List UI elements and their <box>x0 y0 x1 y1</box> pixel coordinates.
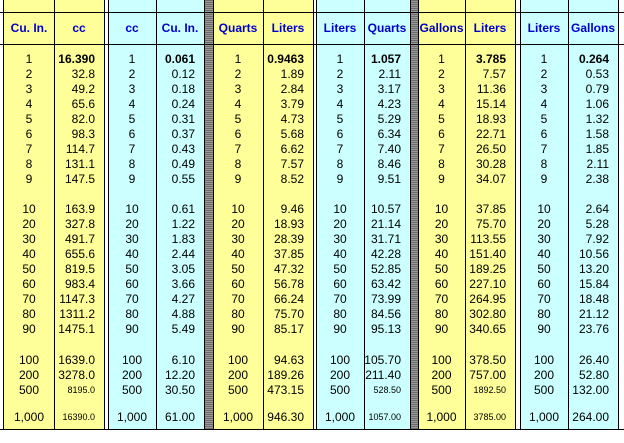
table-cell: 70 <box>125 292 139 306</box>
table-cell: 47.32 <box>273 262 304 276</box>
table-cell: 52.85 <box>370 262 401 276</box>
table-cell: 18.93 <box>273 217 304 231</box>
table-cell: 7 <box>128 142 136 156</box>
table-cell: 4 <box>336 97 344 111</box>
table-cell: 12.20 <box>164 368 195 382</box>
table-cell: 28.39 <box>273 232 304 246</box>
table-cell: 30 <box>231 232 245 246</box>
table-cell: 302.80 <box>469 307 506 321</box>
table-cell: 26.40 <box>578 353 609 367</box>
table-cell: 20 <box>537 217 551 231</box>
table-cell: 2 <box>25 67 33 81</box>
table-cell: 2.11 <box>378 67 401 81</box>
table-cell: 378.50 <box>469 353 506 367</box>
table-cell: 5 <box>234 112 242 126</box>
table-cell: 30 <box>434 232 449 246</box>
table-cell: 1.85 <box>585 142 609 156</box>
table-cell: 20 <box>434 217 449 231</box>
table-cell: 2 <box>540 67 548 81</box>
table-cell: 90 <box>434 322 449 336</box>
table-cell: 70 <box>231 292 245 306</box>
table-cell: 1,000 <box>13 410 45 424</box>
table-cell: 60 <box>22 277 36 291</box>
table-cell: 80 <box>537 307 551 321</box>
table-cell: 1.89 <box>280 67 304 81</box>
table-cell: 0.55 <box>171 172 195 186</box>
table-cell: 0.49 <box>171 157 195 171</box>
table-cell: 327.8 <box>64 217 95 231</box>
table-cell: 2.11 <box>586 157 609 171</box>
column-header: Gallons <box>570 21 615 35</box>
column-header: Liters <box>473 21 507 35</box>
table-cell: 3785.00 <box>473 412 506 422</box>
table-cell: 4.73 <box>280 112 304 126</box>
table-cell: 500 <box>431 383 452 397</box>
table-cell: 983.4 <box>64 277 95 291</box>
table-cell: 21.14 <box>370 217 401 231</box>
table-cell: 200 <box>227 368 249 382</box>
table-cell: 1147.3 <box>59 292 95 306</box>
column-header: cc <box>125 21 139 35</box>
table-cell: 70 <box>333 292 347 306</box>
table-cell: 90 <box>22 322 36 336</box>
table-cell: 2 <box>336 67 344 81</box>
table-cell: 5 <box>128 112 136 126</box>
table-cell: 80 <box>231 307 245 321</box>
column-header: Quarts <box>218 21 258 35</box>
grid-hline <box>0 44 624 45</box>
table-cell: 491.7 <box>64 232 95 246</box>
table-cell: 655.6 <box>64 247 95 261</box>
table-cell: 132.00 <box>572 383 609 397</box>
table-cell: 340.65 <box>469 322 506 336</box>
table-cell: 15.14 <box>475 97 506 111</box>
table-cell: 5.28 <box>585 217 609 231</box>
table-cell: 8 <box>128 157 136 171</box>
table-cell: 3 <box>128 82 136 96</box>
table-cell: 7 <box>438 142 445 156</box>
table-cell: 500 <box>533 383 555 397</box>
table-cell: 16390.0 <box>62 412 95 422</box>
table-cell: 1.057 <box>370 52 401 66</box>
table-cell: 473.15 <box>267 383 304 397</box>
grid-vline <box>618 0 619 443</box>
table-cell: 1.06 <box>585 97 609 111</box>
table-cell: 819.5 <box>64 262 95 276</box>
table-cell: 100 <box>121 353 143 367</box>
table-cell: 50 <box>231 262 245 276</box>
table-cell: 6 <box>234 127 242 141</box>
table-cell: 90 <box>231 322 245 336</box>
table-cell: 2 <box>438 67 445 81</box>
table-cell: 3.785 <box>475 52 506 66</box>
table-cell: 9 <box>438 172 445 186</box>
table-cell: 0.24 <box>171 97 195 111</box>
table-cell: 1057.00 <box>368 412 401 422</box>
table-cell: 151.40 <box>469 247 506 261</box>
table-cell: 100 <box>329 353 351 367</box>
table-cell: 6 <box>25 127 33 141</box>
table-cell: 37.85 <box>475 202 506 216</box>
table-cell: 0.79 <box>585 82 609 96</box>
table-cell: 200 <box>121 368 143 382</box>
table-cell: 5 <box>25 112 33 126</box>
table-cell: 82.0 <box>71 112 95 126</box>
table-cell: 42.28 <box>370 247 401 261</box>
grid-vline <box>313 0 314 443</box>
table-cell: 200 <box>329 368 351 382</box>
table-cell: 30.28 <box>475 157 506 171</box>
table-cell: 1.83 <box>171 232 195 246</box>
table-cell: 4.88 <box>171 307 195 321</box>
table-cell: 18.93 <box>475 112 506 126</box>
table-cell: 1639.0 <box>58 353 95 367</box>
table-cell: 1,000 <box>528 410 560 424</box>
table-cell: 9 <box>234 172 242 186</box>
table-cell: 189.25 <box>469 262 506 276</box>
table-cell: 5 <box>540 112 548 126</box>
table-cell: 1 <box>336 52 344 66</box>
grid-vline <box>104 0 105 443</box>
table-cell: 13.20 <box>578 262 609 276</box>
table-cell: 34.07 <box>475 172 506 186</box>
table-cell: 32.8 <box>71 67 95 81</box>
table-cell: 4 <box>540 97 548 111</box>
table-cell: 528.50 <box>373 385 401 395</box>
table-cell: 1 <box>438 52 445 66</box>
table-cell: 90 <box>333 322 347 336</box>
table-cell: 56.78 <box>273 277 304 291</box>
column-header: Liters <box>527 21 561 35</box>
table-cell: 8 <box>234 157 242 171</box>
table-cell: 50 <box>537 262 551 276</box>
table-cell: 200 <box>18 368 40 382</box>
table-cell: 500 <box>329 383 351 397</box>
table-cell: 80 <box>125 307 139 321</box>
separator-bar <box>410 0 418 443</box>
table-cell: 84.56 <box>370 307 401 321</box>
table-cell: 200 <box>533 368 555 382</box>
table-cell: 30.50 <box>164 383 195 397</box>
table-cell: 40 <box>333 247 347 261</box>
table-cell: 60 <box>333 277 347 291</box>
table-cell: 85.17 <box>273 322 304 336</box>
table-cell: 4 <box>438 97 445 111</box>
table-cell: 7 <box>540 142 548 156</box>
table-cell: 3 <box>438 82 445 96</box>
column-header: Liters <box>271 21 305 35</box>
table-cell: 7 <box>336 142 344 156</box>
table-cell: 3.17 <box>377 82 401 96</box>
table-cell: 8195.0 <box>67 385 95 395</box>
table-cell: 5.29 <box>377 112 401 126</box>
table-cell: 1,000 <box>324 410 356 424</box>
table-cell: 30 <box>537 232 551 246</box>
table-cell: 94.63 <box>273 353 304 367</box>
table-cell: 6.62 <box>280 142 304 156</box>
table-cell: 1311.2 <box>59 307 95 321</box>
table-cell: 6 <box>336 127 344 141</box>
table-cell: 4 <box>234 97 242 111</box>
table-cell: 1475.1 <box>58 322 95 336</box>
table-cell: 7 <box>234 142 242 156</box>
table-cell: 80 <box>434 307 449 321</box>
table-cell: 40 <box>537 247 551 261</box>
table-cell: 40 <box>434 247 449 261</box>
table-cell: 8.52 <box>280 172 304 186</box>
table-cell: 75.70 <box>273 307 304 321</box>
table-cell: 163.9 <box>64 202 95 216</box>
table-cell: 52.80 <box>578 368 609 382</box>
table-cell: 65.6 <box>71 97 95 111</box>
table-cell: 60 <box>231 277 245 291</box>
table-cell: 6.10 <box>171 353 195 367</box>
table-cell: 23.76 <box>578 322 609 336</box>
table-cell: 10.56 <box>578 247 609 261</box>
grid-vline <box>515 0 516 443</box>
column-header: Cu. In. <box>10 21 48 35</box>
table-cell: 1 <box>234 52 242 66</box>
table-cell: 40 <box>22 247 36 261</box>
table-cell: 4 <box>25 97 33 111</box>
table-cell: 757.00 <box>469 368 506 382</box>
table-cell: 50 <box>333 262 347 276</box>
table-cell: 10 <box>333 202 347 216</box>
table-cell: 100 <box>18 353 40 367</box>
table-cell: 3.66 <box>171 277 195 291</box>
table-cell: 95.13 <box>370 322 401 336</box>
table-cell: 30 <box>333 232 347 246</box>
table-cell: 1 <box>540 52 548 66</box>
table-cell: 9.51 <box>377 172 401 186</box>
table-cell: 4 <box>128 97 136 111</box>
table-cell: 1,000 <box>116 410 148 424</box>
table-cell: 49.2 <box>71 82 95 96</box>
table-cell: 100 <box>227 353 249 367</box>
table-cell: 15.84 <box>578 277 609 291</box>
table-cell: 3 <box>25 82 33 96</box>
table-cell: 7.57 <box>482 67 506 81</box>
table-cell: 50 <box>434 262 449 276</box>
table-cell: 113.55 <box>470 232 506 246</box>
table-cell: 8 <box>438 157 445 171</box>
table-cell: 10 <box>125 202 139 216</box>
table-cell: 80 <box>333 307 347 321</box>
table-cell: 3278.0 <box>58 368 95 382</box>
table-cell: 6 <box>128 127 136 141</box>
table-cell: 1 <box>128 52 136 66</box>
table-cell: 5 <box>336 112 344 126</box>
table-cell: 5.68 <box>280 127 304 141</box>
table-cell: 40 <box>125 247 139 261</box>
table-cell: 20 <box>333 217 347 231</box>
table-cell: 3 <box>540 82 548 96</box>
table-cell: 7 <box>25 142 33 156</box>
table-cell: 100 <box>431 353 452 367</box>
table-cell: 8 <box>25 157 33 171</box>
table-cell: 66.24 <box>273 292 304 306</box>
table-cell: 114.7 <box>65 142 95 156</box>
table-cell: 8.46 <box>377 157 401 171</box>
table-cell: 200 <box>431 368 452 382</box>
table-cell: 18.48 <box>578 292 609 306</box>
table-cell: 70 <box>537 292 551 306</box>
table-cell: 2.64 <box>585 202 609 216</box>
table-cell: 60 <box>537 277 551 291</box>
table-cell: 0.18 <box>171 82 195 96</box>
table-cell: 0.9463 <box>267 52 304 66</box>
table-cell: 264.00 <box>572 410 609 424</box>
table-cell: 2 <box>128 67 136 81</box>
table-cell: 9 <box>336 172 344 186</box>
table-cell: 5 <box>438 112 445 126</box>
table-cell: 31.71 <box>370 232 401 246</box>
table-cell: 4.27 <box>171 292 195 306</box>
table-cell: 189.26 <box>267 368 304 382</box>
table-cell: 60 <box>434 277 449 291</box>
table-cell: 98.3 <box>71 127 95 141</box>
table-cell: 10 <box>537 202 551 216</box>
table-cell: 0.37 <box>171 127 195 141</box>
grid-vline <box>204 0 205 443</box>
table-cell: 10 <box>434 202 449 216</box>
table-cell: 500 <box>18 383 40 397</box>
table-cell: 21.12 <box>578 307 609 321</box>
table-cell: 8 <box>540 157 548 171</box>
separator-bar <box>204 0 213 443</box>
table-cell: 6 <box>438 127 445 141</box>
column-header: Quarts <box>367 21 407 35</box>
table-cell: 147.5 <box>64 172 95 186</box>
column-header: Cu. In. <box>161 21 199 35</box>
table-cell: 500 <box>121 383 143 397</box>
table-cell: 2.84 <box>280 82 304 96</box>
table-cell: 61.00 <box>164 410 195 424</box>
table-cell: 0.61 <box>171 202 195 216</box>
table-cell: 264.95 <box>469 292 506 306</box>
table-cell: 500 <box>227 383 249 397</box>
table-cell: 131.1 <box>64 157 95 171</box>
table-cell: 60 <box>125 277 139 291</box>
table-cell: 80 <box>22 307 36 321</box>
table-cell: 0.53 <box>585 67 609 81</box>
table-cell: 50 <box>125 262 139 276</box>
column-header: Liters <box>323 21 357 35</box>
table-cell: 1,000 <box>426 410 457 424</box>
table-cell: 10.57 <box>370 202 401 216</box>
table-cell: 6.34 <box>377 127 401 141</box>
table-cell: 10 <box>231 202 245 216</box>
table-cell: 9 <box>540 172 548 186</box>
table-cell: 1.32 <box>585 112 609 126</box>
table-cell: 9.46 <box>280 202 304 216</box>
table-cell: 26.50 <box>475 142 506 156</box>
table-cell: 211.40 <box>365 368 401 382</box>
table-cell: 9 <box>25 172 33 186</box>
table-cell: 30 <box>22 232 36 246</box>
table-cell: 70 <box>22 292 36 306</box>
table-cell: 5.49 <box>171 322 195 336</box>
table-cell: 40 <box>231 247 245 261</box>
table-cell: 37.85 <box>273 247 304 261</box>
table-cell: 2.44 <box>171 247 195 261</box>
table-cell: 50 <box>22 262 36 276</box>
table-cell: 946.30 <box>267 410 304 424</box>
table-cell: 75.70 <box>475 217 506 231</box>
table-cell: 2 <box>234 67 242 81</box>
table-cell: 7.57 <box>280 157 304 171</box>
table-cell: 3.05 <box>171 262 195 276</box>
table-cell: 8 <box>336 157 344 171</box>
table-cell: 20 <box>22 217 36 231</box>
table-cell: 3 <box>234 82 242 96</box>
table-cell: 100 <box>533 353 555 367</box>
table-cell: 90 <box>537 322 551 336</box>
table-cell: 227.10 <box>469 277 506 291</box>
table-cell: 22.71 <box>475 127 506 141</box>
table-cell: 1,000 <box>222 410 254 424</box>
table-cell: 0.061 <box>164 52 195 66</box>
grid-vline <box>410 0 411 443</box>
table-cell: 1892.50 <box>473 385 506 395</box>
table-cell: 7.40 <box>377 142 401 156</box>
table-cell: 2.38 <box>585 172 609 186</box>
footer-band <box>0 430 624 443</box>
table-cell: 9 <box>128 172 136 186</box>
table-cell: 11.36 <box>476 82 506 96</box>
table-cell: 0.12 <box>171 67 195 81</box>
table-cell: 73.99 <box>370 292 401 306</box>
column-header: Gallons <box>419 21 464 35</box>
table-cell: 3.79 <box>280 97 304 111</box>
table-cell: 6 <box>540 127 548 141</box>
table-cell: 20 <box>125 217 139 231</box>
table-cell: 70 <box>434 292 449 306</box>
table-cell: 4.23 <box>377 97 401 111</box>
table-cell: 1.58 <box>585 127 609 141</box>
table-cell: 30 <box>125 232 139 246</box>
table-cell: 7.92 <box>585 232 609 246</box>
table-cell: 10 <box>22 202 36 216</box>
table-cell: 16.390 <box>58 52 95 66</box>
table-cell: 0.31 <box>171 112 195 126</box>
table-cell: 105.70 <box>364 353 401 367</box>
table-cell: 20 <box>231 217 245 231</box>
table-cell: 0.264 <box>578 52 609 66</box>
table-cell: 63.42 <box>370 277 401 291</box>
table-cell: 0.43 <box>171 142 195 156</box>
table-cell: 1.22 <box>171 217 195 231</box>
table-cell: 3 <box>336 82 344 96</box>
table-cell: 1 <box>25 52 33 66</box>
table-cell: 90 <box>125 322 139 336</box>
column-header: cc <box>72 21 86 35</box>
